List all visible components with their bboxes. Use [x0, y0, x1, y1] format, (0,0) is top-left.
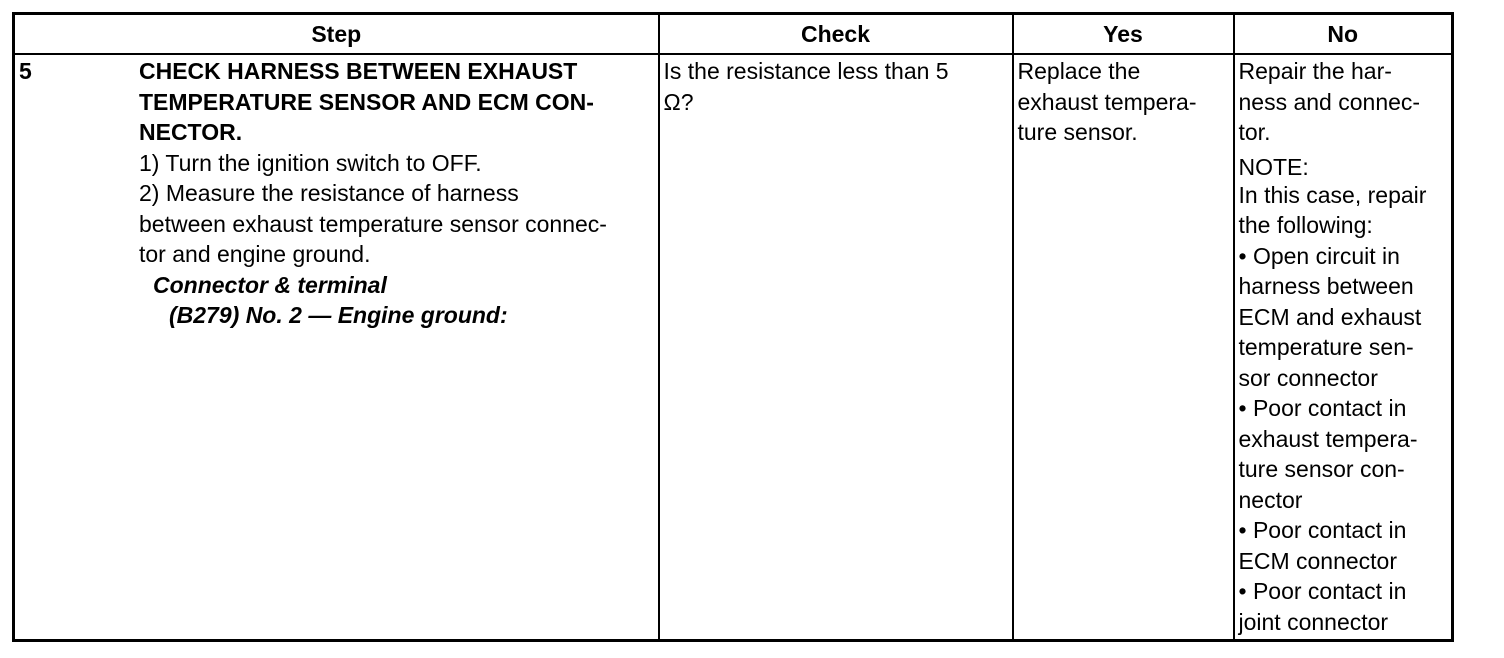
note-label: NOTE:	[1238, 153, 1309, 180]
yes-line: Replace the	[1017, 58, 1141, 84]
instruction-line: 2) Measure the resistance of harness	[139, 180, 519, 206]
note-line: • Poor contact in	[1238, 578, 1407, 604]
note-line: ECM connector	[1238, 547, 1398, 574]
instruction-line: between exhaust temperature sensor connec-	[139, 210, 607, 237]
step-title-line: CHECK HARNESS BETWEEN EXHAUST	[139, 58, 578, 84]
yes-line: exhaust tempera-	[1017, 88, 1197, 115]
note-line: temperature sen-	[1238, 334, 1414, 360]
step-cell	[14, 54, 659, 641]
note-line: joint connector	[1238, 608, 1389, 635]
step-title-line: TEMPERATURE SENSOR AND ECM CON-	[139, 88, 594, 115]
header-step: Step	[14, 14, 659, 55]
no-line: Repair the har-	[1238, 58, 1392, 84]
note-line: In this case, repair	[1238, 181, 1427, 208]
note-line: • Poor contact in	[1238, 517, 1407, 543]
connector-detail: (B279) No. 2 — Engine ground:	[169, 302, 508, 328]
step-number: 5	[19, 58, 32, 84]
table-row	[14, 54, 1453, 641]
instruction-line: 1) Turn the ignition switch to OFF.	[139, 149, 482, 176]
note-line: ECM and exhaust	[1238, 303, 1422, 330]
header-yes: Yes	[1013, 14, 1234, 55]
check-line: Is the resistance less than 5	[663, 58, 949, 84]
header-row	[14, 14, 1453, 55]
instruction-line: tor and engine ground.	[139, 241, 371, 267]
step-title-line: NECTOR.	[139, 119, 243, 145]
yes-cell	[1013, 54, 1234, 641]
note-line: • Poor contact in	[1238, 395, 1407, 421]
check-cell	[659, 54, 1013, 641]
note-line: ture sensor con-	[1238, 456, 1405, 482]
check-line: Ω?	[663, 88, 694, 115]
header-check: Check	[659, 14, 1013, 55]
note-line: exhaust tempera-	[1238, 425, 1418, 452]
header-no: No	[1234, 14, 1453, 55]
connector-label: Connector & terminal	[153, 271, 387, 298]
note-line: nector	[1238, 486, 1303, 513]
note-line: the following:	[1238, 212, 1373, 238]
yes-line: ture sensor.	[1017, 119, 1138, 145]
note-line: • Open circuit in	[1238, 242, 1400, 269]
step-body	[139, 55, 658, 331]
diagnostic-table	[12, 12, 1454, 642]
no-line: ness and connec-	[1238, 88, 1421, 115]
no-line: tor.	[1238, 119, 1271, 145]
no-cell	[1234, 54, 1453, 641]
note-line: sor connector	[1238, 364, 1378, 391]
note-line: harness between	[1238, 273, 1414, 299]
